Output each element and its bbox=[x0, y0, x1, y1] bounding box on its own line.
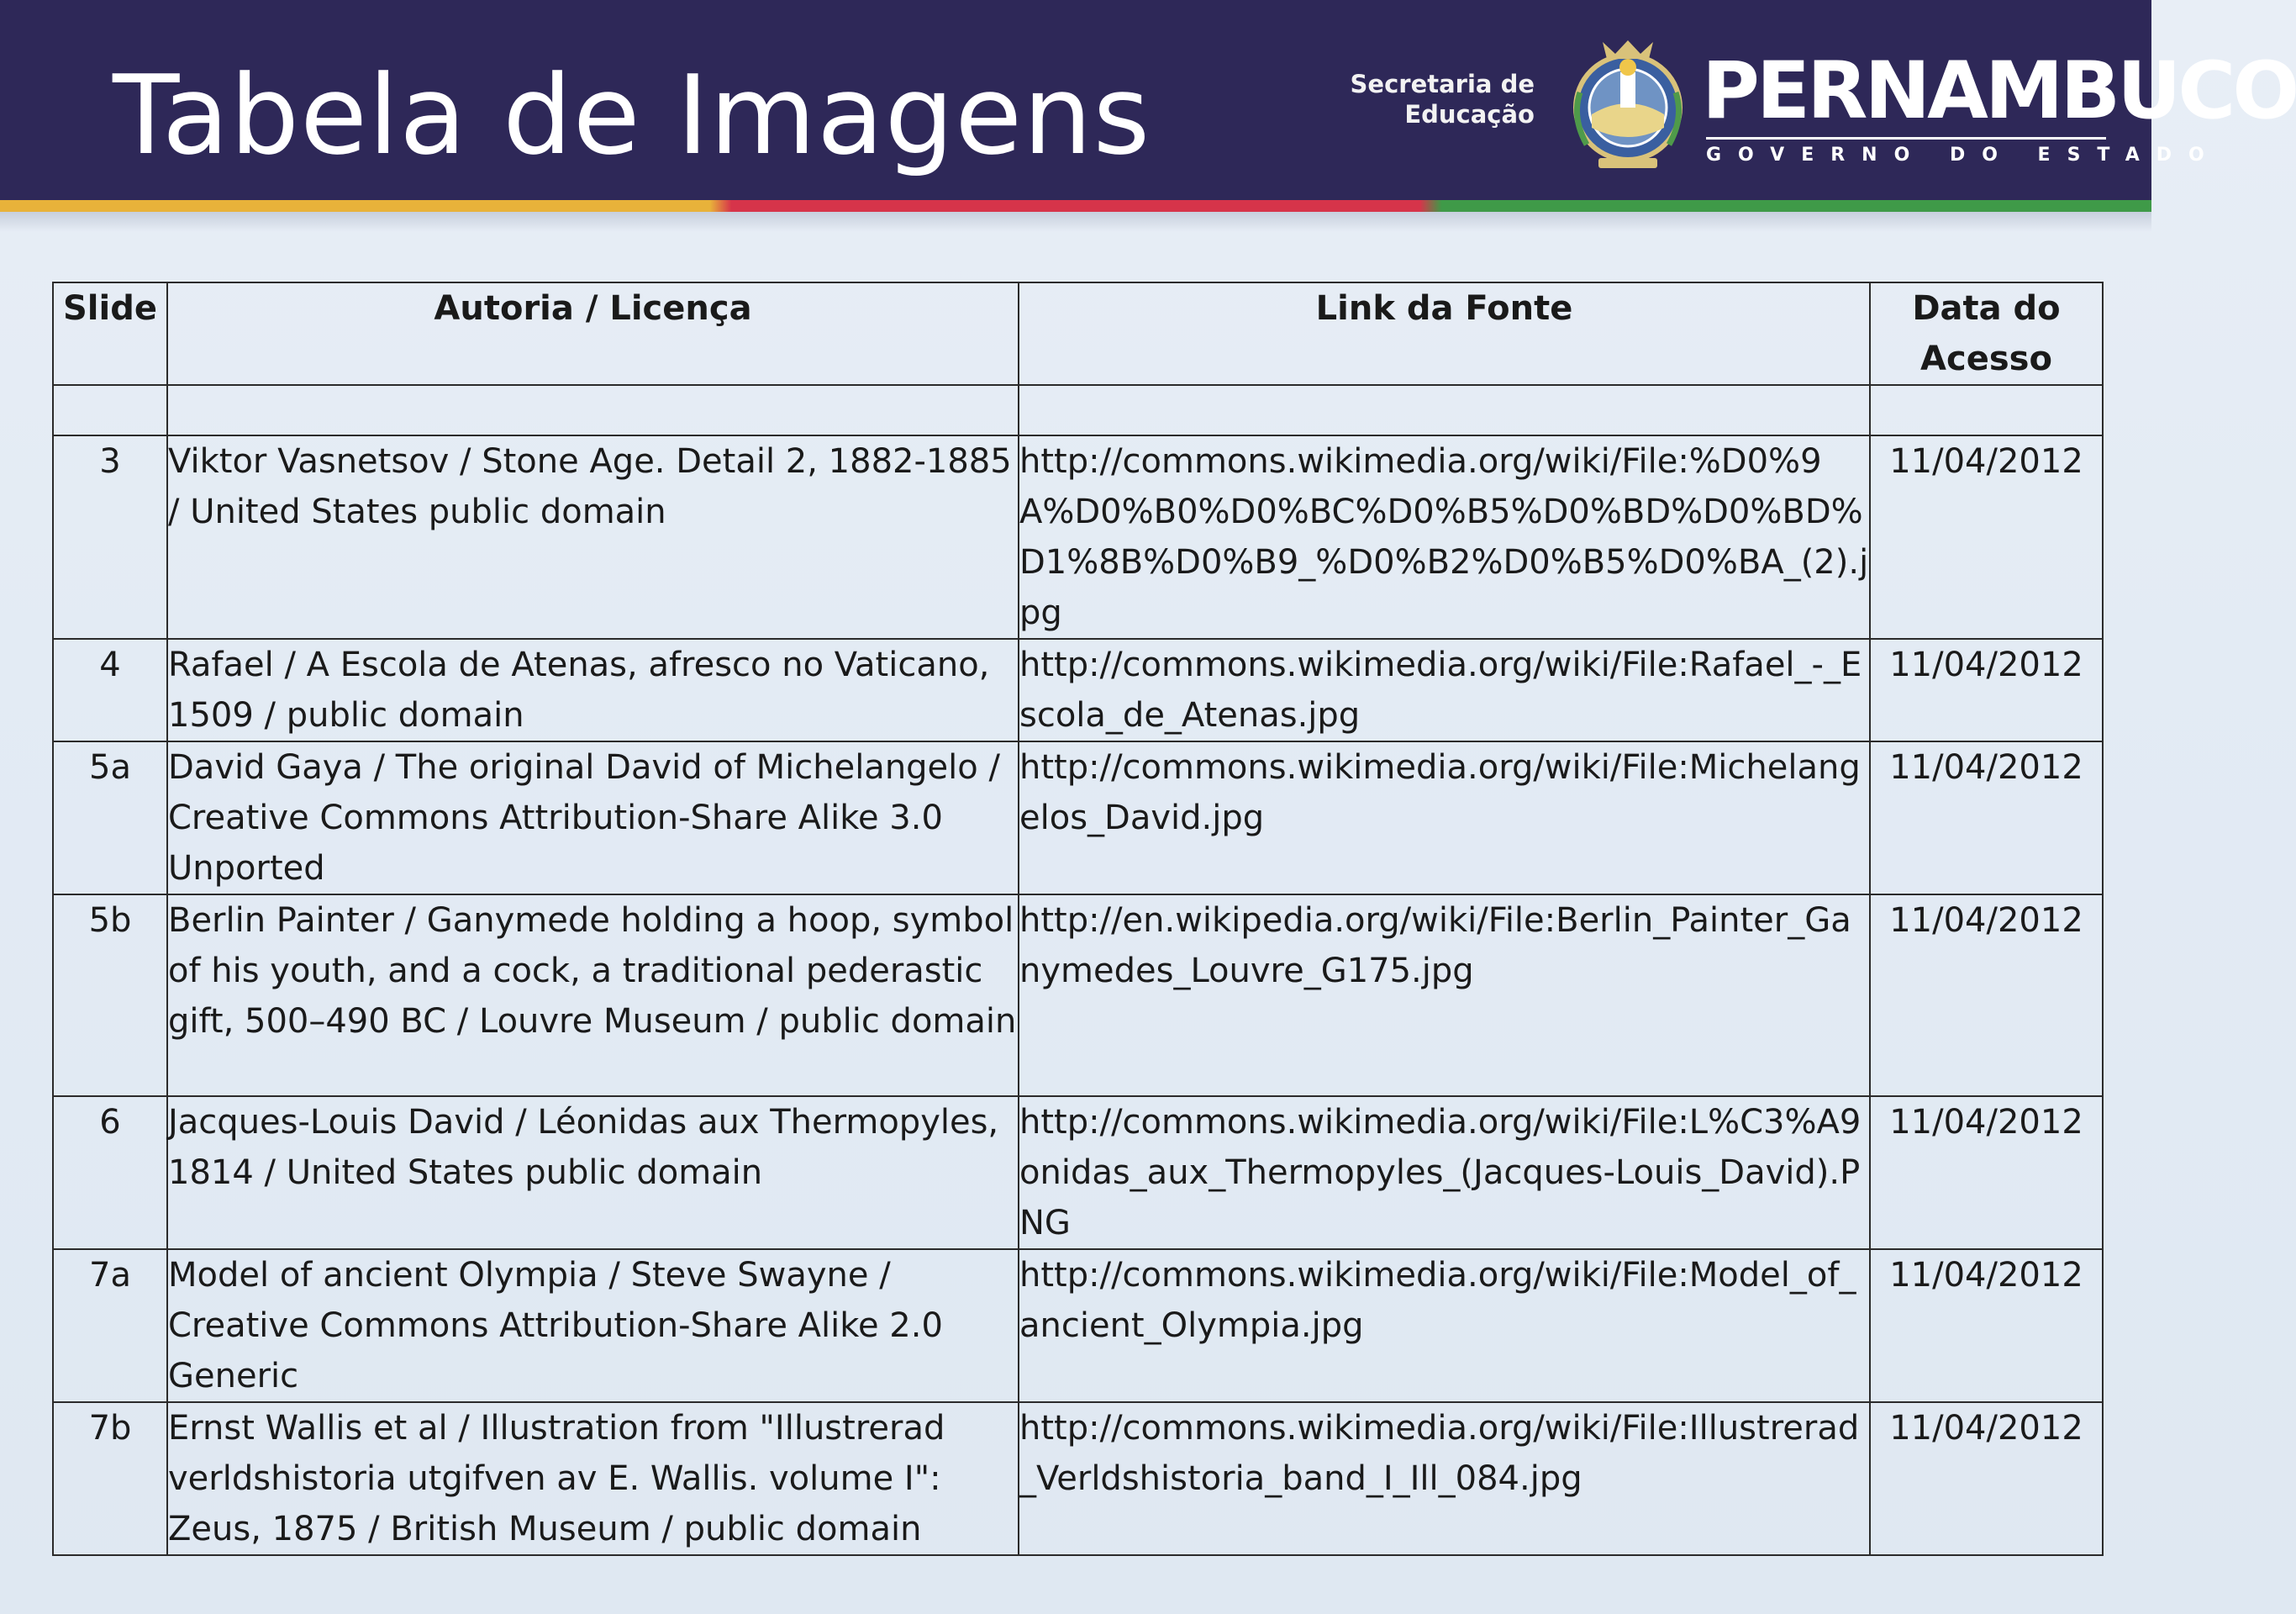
source-link[interactable]: http://commons.wikimedia.org/wiki/File:L%C3%A9onidas_aux_Thermopyles_(Jacques-Louis_David).PNG bbox=[1019, 1096, 1870, 1249]
secretaria-label bbox=[1336, 69, 1535, 129]
access-date: 11/04/2012 bbox=[1870, 894, 2103, 1096]
access-date: 11/04/2012 bbox=[1870, 435, 2103, 639]
page-title: Tabela de Imagens bbox=[113, 51, 1151, 179]
author-license: Ernst Wallis et al / Illustration from "Illustrerad verldshistoria utgifven av E. Wallis. volume I": Zeus, 1875 / British Museum / public domain bbox=[167, 1402, 1019, 1555]
table-row bbox=[53, 1096, 2103, 1249]
source-link[interactable]: http://commons.wikimedia.org/wiki/File:Model_of_ancient_Olympia.jpg bbox=[1019, 1249, 1870, 1402]
source-link[interactable]: http://commons.wikimedia.org/wiki/File:%D0%9A%D0%B0%D0%BC%D0%B5%D0%BD%D0%BD%D1%8B%D0%B9_%D0%B2%D0%B5%D0%BA_(2).jpg bbox=[1019, 435, 1870, 639]
empty-cell bbox=[53, 385, 167, 435]
access-date: 11/04/2012 bbox=[1870, 639, 2103, 741]
header-link: Link da Fonte bbox=[1019, 282, 1870, 385]
brand-name: PERNAMBUCO bbox=[1702, 45, 2296, 137]
author-license: Jacques-Louis David / Léonidas aux Thermopyles, 1814 / United States public domain bbox=[167, 1096, 1019, 1249]
access-date: 11/04/2012 bbox=[1870, 1249, 2103, 1402]
slide-number: 7a bbox=[53, 1249, 167, 1402]
source-link[interactable]: http://commons.wikimedia.org/wiki/File:Illustrerad_Verldshistoria_band_I_Ill_084.jpg bbox=[1019, 1402, 1870, 1555]
header-slide: Slide bbox=[53, 282, 167, 385]
header-date-line-1: Data do bbox=[1912, 289, 2061, 328]
header-color-stripe bbox=[0, 200, 2151, 212]
slide-number: 3 bbox=[53, 435, 167, 639]
author-license: David Gaya / The original David of Michelangelo / Creative Commons Attribution-Share Alike 3.0 Unported bbox=[167, 741, 1019, 894]
access-date: 11/04/2012 bbox=[1870, 1402, 2103, 1555]
slide-number: 6 bbox=[53, 1096, 167, 1249]
table-row bbox=[53, 435, 2103, 639]
secretaria-line-2: Educação bbox=[1404, 100, 1535, 129]
slide-number: 5b bbox=[53, 894, 167, 1096]
image-sources-table bbox=[52, 282, 2104, 1556]
table-row bbox=[53, 639, 2103, 741]
empty-cell bbox=[167, 385, 1019, 435]
author-license: Viktor Vasnetsov / Stone Age. Detail 2, 1882-1885 / United States public domain bbox=[167, 435, 1019, 639]
secretaria-line-1: Secretaria de bbox=[1350, 70, 1535, 98]
table-header-row bbox=[53, 282, 2103, 385]
slide-number: 7b bbox=[53, 1402, 167, 1555]
table-row bbox=[53, 741, 2103, 894]
source-link[interactable]: http://commons.wikimedia.org/wiki/File:Michelangelos_David.jpg bbox=[1019, 741, 1870, 894]
slide-number: 4 bbox=[53, 639, 167, 741]
table-row bbox=[53, 894, 2103, 1096]
empty-cell bbox=[1870, 385, 2103, 435]
source-link[interactable]: http://commons.wikimedia.org/wiki/File:Rafael_-_Escola_de_Atenas.jpg bbox=[1019, 639, 1870, 741]
slide-number: 5a bbox=[53, 741, 167, 894]
author-license: Rafael / A Escola de Atenas, afresco no Vaticano, 1509 / public domain bbox=[167, 639, 1019, 741]
empty-cell bbox=[1019, 385, 1870, 435]
header-date-line-2: Acesso bbox=[1920, 340, 2052, 378]
state-seal-icon bbox=[1565, 34, 1691, 177]
author-license: Berlin Painter / Ganymede holding a hoop, symbol of his youth, and a cock, a traditional pederastic gift, 500–490 BC / Louvre Museum / public domain bbox=[167, 894, 1019, 1096]
source-link[interactable]: http://en.wikipedia.org/wiki/File:Berlin_Painter_Ganymedes_Louvre_G175.jpg bbox=[1019, 894, 1870, 1096]
slide-header bbox=[0, 0, 2296, 200]
table-row bbox=[53, 1402, 2103, 1555]
header-date bbox=[1870, 282, 2103, 385]
header-author: Autoria / Licença bbox=[167, 282, 1019, 385]
header-shadow bbox=[0, 212, 2151, 232]
access-date: 11/04/2012 bbox=[1870, 1096, 2103, 1249]
brand-divider bbox=[1706, 137, 2106, 140]
brand-subtitle: GOVERNO DO ESTADO bbox=[1706, 145, 2221, 166]
access-date: 11/04/2012 bbox=[1870, 741, 2103, 894]
table-row bbox=[53, 1249, 2103, 1402]
author-license: Model of ancient Olympia / Steve Swayne / Creative Commons Attribution-Share Alike 2.0 Generic bbox=[167, 1249, 1019, 1402]
empty-row bbox=[53, 385, 2103, 435]
